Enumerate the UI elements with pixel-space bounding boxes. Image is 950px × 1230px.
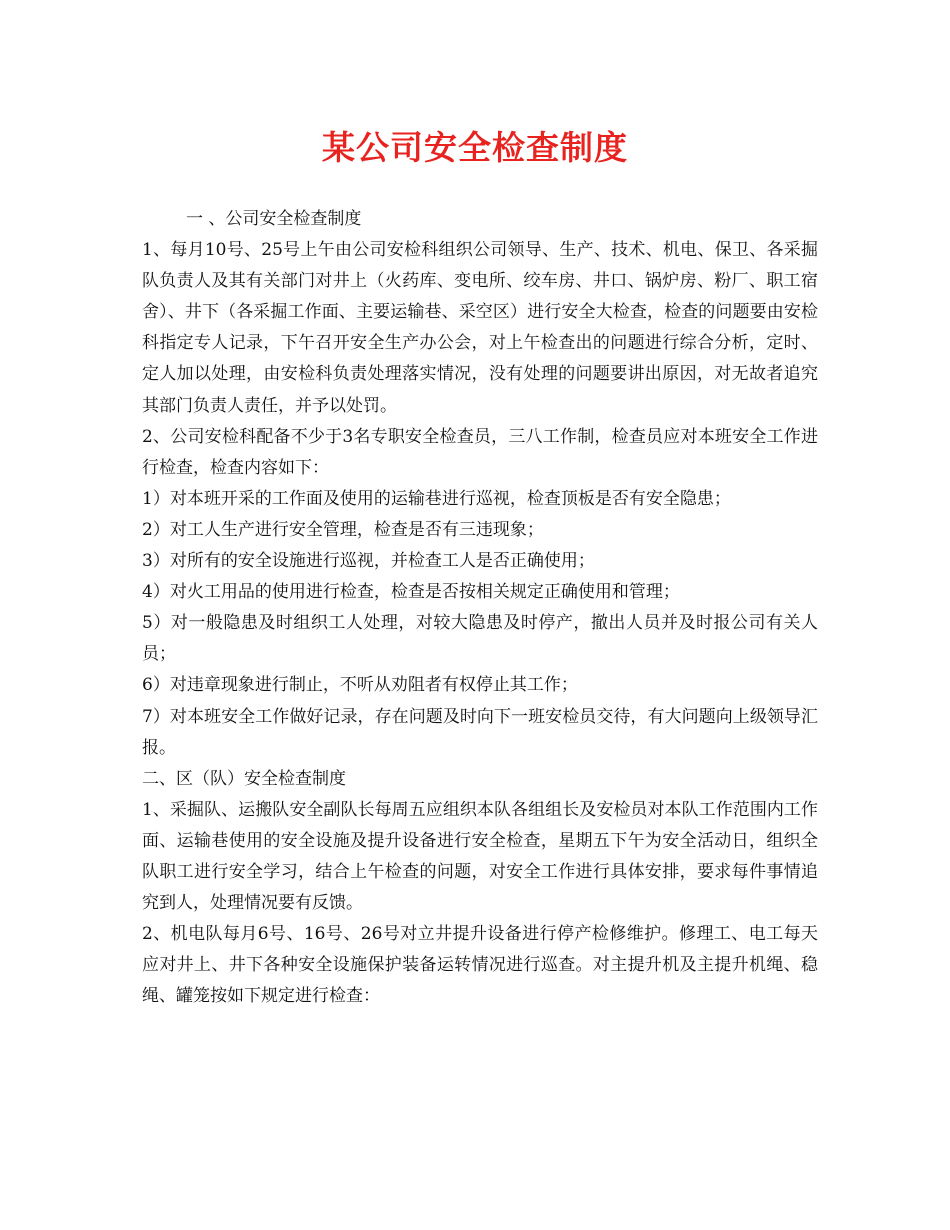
- list-item-3: 3）对所有的安全设施进行巡视，并检查工人是否正确使用；: [142, 551, 595, 572]
- list-item-6: 6）对违章现象进行制止，不听从劝阻者有权停止其工作；: [142, 675, 578, 696]
- list-item-4: 4）对火工用品的使用进行检查，检查是否按相关规定正确使用和管理；: [142, 582, 680, 603]
- paragraph-safety-inspectors: 2、公司安检科配备不少于3名专职安全检查员，三八工作制，检查员应对本班安全工作进行检查，检查内容如下：: [142, 426, 818, 478]
- section-heading-1: 一 、公司安全检查制度: [186, 209, 362, 229]
- document-title: 某公司安全检查制度: [322, 128, 628, 167]
- document-body: [142, 204, 818, 1012]
- list-item-5: 5）对一般隐患及时组织工人处理，对较大隐患及时停产，撤出人员并及时报公司有关人员；: [142, 613, 818, 665]
- paragraph-team-inspection: 1、采掘队、运搬队安全副队长每周五应组织本队各组组长及安检员对本队工作范围内工作面、运输巷使用的安全设施及提升设备进行安全检查，星期五下午为安全活动日，组织全队职工进行安全学习，结合上午检查的问题，对安全工作进行具体安排，要求每件事情追究到人，处理情况要有反馈。: [142, 799, 818, 914]
- list-item-2: 2）对工人生产进行安全管理，检查是否有三违现象；: [142, 519, 544, 540]
- paragraph-electromechanical-inspection: 2、机电队每月6号、16号、26号对立井提升设备进行停产检修维护。修理工、电工每天应对井上、井下各种安全设施保护装备运转情况进行巡查。对主提升机及主提升机绳、稳绳、罐笼按如下规定进行检查：: [142, 924, 818, 1007]
- section-heading-2: 二、区（队）安全检查制度: [142, 768, 346, 789]
- list-item-7: 7）对本班安全工作做好记录，存在问题及时向下一班安检员交待，有大问题向上级领导汇报。: [142, 706, 818, 758]
- paragraph-monthly-inspection: 1、每月10号、25号上午由公司安检科组织公司领导、生产、技术、机电、保卫、各采掘队负责人及其有关部门对井上（火药库、变电所、绞车房、井口、锅炉房、粉厂、职工宿舍）、井下（各采掘工作面、主要运输巷、采空区）进行安全大检查，检查的问题要由安检科指定专人记录，下午召开安全生产办公会，对上午检查出的问题进行综合分析，定时、定人加以处理，由安检科负责处理落实情况，没有处理的问题要讲出原因，对无故者追究其部门负责人责任，并予以处罚。: [142, 240, 818, 416]
- list-item-1: 1）对本班开采的工作面及使用的运输巷进行巡视，检查顶板是否有安全隐患；: [142, 488, 731, 509]
